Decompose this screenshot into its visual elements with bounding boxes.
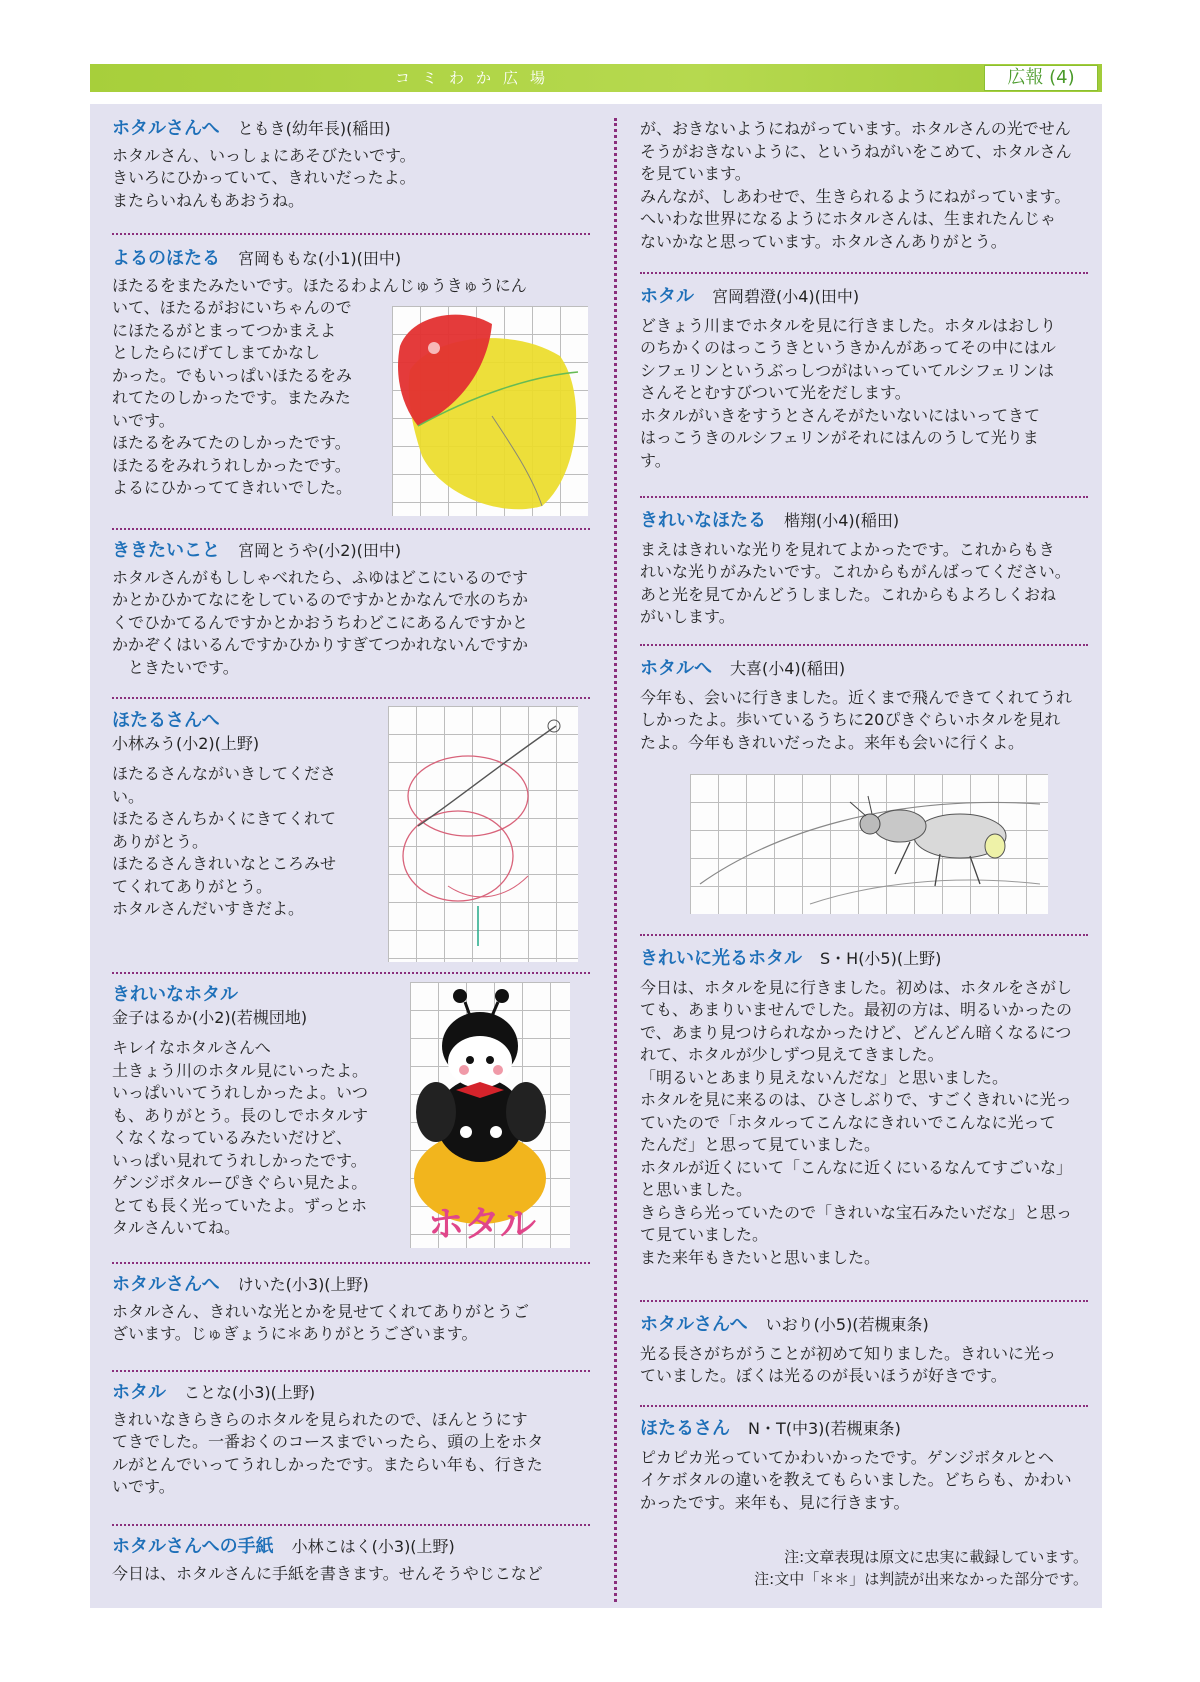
section-author: ことな(小3)(上野) bbox=[184, 1383, 316, 1402]
section-author: 宮岡ももな(小1)(田中) bbox=[238, 249, 402, 268]
right-section-2 bbox=[640, 510, 1110, 629]
header-page-label: 広報 (4) bbox=[984, 65, 1098, 91]
section-title: きれいなほたる bbox=[640, 510, 766, 531]
text-line: たよ。今年もきれいだったよ。来年も会いに行くよ。 bbox=[640, 732, 1025, 752]
text-line: を見ています。 bbox=[640, 164, 751, 183]
note-line: 注:文中「＊＊」は判読が出来なかった部分です。 bbox=[754, 1570, 1088, 1588]
text-line: ほたるをみてたのしかったです。 bbox=[112, 433, 351, 452]
section-title: ほたるさん bbox=[640, 1418, 730, 1439]
right-section-3 bbox=[640, 658, 1110, 754]
text-line: そうがおきないように、というねがいをこめて、ホタルさん bbox=[640, 141, 1072, 161]
text-line: へいわな世界になるようにホタルさんは、生まれたんじゃ bbox=[640, 209, 1057, 228]
text-line: また来年もきたいと思いました。 bbox=[640, 1247, 881, 1267]
text-line: ありがとう。 bbox=[112, 831, 209, 851]
text-line: よるにひかっててきれいでした。 bbox=[112, 478, 353, 497]
section-separator bbox=[112, 1370, 590, 1372]
header-bar bbox=[90, 64, 1102, 92]
section-author: 宮岡とうや(小2)(田中) bbox=[238, 541, 402, 560]
text-line: 「明るいとあまり見えないんだな」と思いました。 bbox=[640, 1067, 1009, 1087]
text-line: ホタルを見に来るのは、ひさしぶりで、すごくきれいに光っ bbox=[640, 1090, 1072, 1109]
left-section-1 bbox=[112, 118, 582, 212]
column-divider bbox=[614, 118, 617, 1602]
text-line: くなくなっているみたいだけど、 bbox=[112, 1128, 353, 1147]
text-line: としたらにげてしまてかなし bbox=[112, 343, 321, 362]
left-section-6 bbox=[112, 1274, 592, 1346]
text-line: きれいなきらきらのホタルを見られたので、ほんとうにす bbox=[112, 1409, 528, 1429]
text-line: シフェリンというぶっしつがはいっていてルシフェリンは bbox=[640, 360, 1055, 380]
text-line: たんだ」と思って見ていました。 bbox=[640, 1135, 881, 1154]
text-line: キレイなホタルさんへ bbox=[112, 1038, 271, 1057]
text-line: ホタルさんがもししゃべれたら、ふゆはどこにいるのです bbox=[112, 567, 529, 587]
note-line: 注:文章表現は原文に忠実に載録しています。 bbox=[784, 1548, 1088, 1566]
section-separator bbox=[640, 496, 1088, 498]
text-line: きいろにひかっていて、きれいだったよ。 bbox=[112, 168, 416, 187]
section-separator bbox=[640, 272, 1088, 274]
text-line: かとかひかてなにをしているのですかとかなんで水のちか bbox=[112, 590, 529, 609]
text-line: ほたるをみれうれしかったです。 bbox=[112, 455, 351, 475]
section-separator bbox=[640, 1405, 1088, 1407]
text-line: まえはきれいな光りを見れてよかったです。これからもき bbox=[640, 539, 1055, 559]
section-separator bbox=[640, 934, 1088, 936]
section-title: ホタルへ bbox=[640, 658, 712, 679]
section-title: ホタルさんへ bbox=[640, 1314, 748, 1335]
text-line: がいします。 bbox=[640, 607, 735, 626]
drawing-firefly-character bbox=[410, 982, 570, 1248]
text-line: ほたるさんちかくにきてくれて bbox=[112, 809, 337, 828]
text-line: ていました。ぼくは光るのが長いほうが好きです。 bbox=[640, 1366, 1007, 1385]
section-separator bbox=[112, 1524, 590, 1526]
left-section-7 bbox=[112, 1382, 592, 1499]
text-line: ざいます。じゅぎょうに＊ありがとうございます。 bbox=[112, 1324, 478, 1343]
text-line: いです。 bbox=[112, 1477, 175, 1496]
text-line: はっこうきのルシフェリンがそれにはんのうして光りま bbox=[640, 428, 1039, 447]
section-author: 宮岡碧澄(小4)(田中) bbox=[712, 287, 860, 306]
text-line: ホタルがいきをすうとさんそがたいないにはいってきて bbox=[640, 405, 1041, 425]
section-author: 小林こはく(小3)(上野) bbox=[291, 1537, 455, 1556]
text-line: みんなが、しあわせで、生きられるようにねがっています。 bbox=[640, 186, 1071, 206]
section-title: ききたいこと bbox=[112, 540, 220, 561]
drawing-firefly-sketch bbox=[388, 706, 578, 962]
left-section-8 bbox=[112, 1536, 592, 1585]
text-line: かったです。来年も、見に行きます。 bbox=[640, 1492, 910, 1512]
text-line: どきょう川までホタルを見に行きました。ホタルはおしり bbox=[640, 315, 1057, 335]
text-line: ときたいです。 bbox=[112, 657, 239, 677]
text-line: も、ありがとう。長のしでホタルす bbox=[112, 1105, 369, 1125]
section-title: ホタル bbox=[640, 286, 694, 307]
text-line: す。 bbox=[640, 450, 671, 470]
text-line: ホタルさんだいすきだよ。 bbox=[112, 899, 305, 918]
left-section-2 bbox=[112, 248, 592, 500]
right-section-continued bbox=[640, 118, 1110, 253]
section-title: ホタルさんへ bbox=[112, 118, 220, 139]
text-line: にほたるがとまってつかまえよ bbox=[112, 320, 337, 340]
text-line: ないかなと思っています。ホタルさんありがとう。 bbox=[640, 231, 1007, 251]
text-line: ほたるさんながいきしてくださ bbox=[112, 764, 337, 783]
text-line: 土きょう川のホタル見にいったよ。 bbox=[112, 1060, 369, 1080]
right-section-1 bbox=[640, 286, 1110, 472]
text-line: あと光を見てかんどうしました。これからもよろしくおね bbox=[640, 584, 1057, 604]
text-line: とても長く光っていたよ。ずっとホ bbox=[112, 1195, 368, 1215]
header-title: コミわか広場 bbox=[394, 69, 557, 87]
text-line: ほたるをまたみたいです。ほたるわよんじゅうきゅうにん bbox=[112, 275, 527, 295]
text-line: ホタルさん、きれいな光とかを見せてくれてありがとうご bbox=[112, 1301, 529, 1321]
left-section-5 bbox=[112, 984, 402, 1240]
section-author: N・T(中3)(若槻東条) bbox=[748, 1419, 901, 1438]
text-line: で、あまり見つけられなかったけど、どんどん暗くなるにつ bbox=[640, 1022, 1072, 1042]
section-separator bbox=[112, 972, 590, 974]
text-line: ピカピカ光っていてかわいかったです。ゲンジボタルとヘ bbox=[640, 1447, 1055, 1467]
section-author: 小林みう(小2)(上野) bbox=[112, 733, 260, 753]
text-line: しかったよ。歩いているうちに20ぴきぐらいホタルを見れ bbox=[640, 710, 1061, 729]
section-separator bbox=[640, 1300, 1088, 1302]
text-line: のちかくのはっこうきというきかんがあってその中にはル bbox=[640, 338, 1056, 357]
section-author: 金子はるか(小2)(若槻団地) bbox=[112, 1007, 308, 1027]
text-line: いです。 bbox=[112, 410, 175, 430]
right-section-4 bbox=[640, 948, 1110, 1269]
left-section-3 bbox=[112, 540, 592, 679]
text-line: が、おきないようにねがっています。ホタルさんの光でせん bbox=[640, 119, 1071, 138]
section-title: ホタルさんへ bbox=[112, 1274, 220, 1295]
section-title: ほたるさんへ bbox=[112, 710, 220, 731]
section-author: けいた(小3)(上野) bbox=[237, 1275, 369, 1294]
text-line: れてたのしかったです。またみた bbox=[112, 388, 351, 407]
text-line: さんそとむすびついて光をだします。 bbox=[640, 383, 911, 402]
section-author: 楷翔(小4)(稲田) bbox=[784, 511, 900, 530]
text-line: イケボタルの違いを教えてもらいました。どちらも、かわい bbox=[640, 1470, 1072, 1489]
text-line: い。 bbox=[112, 786, 145, 806]
section-author: いおり(小5)(若槻東条) bbox=[765, 1315, 929, 1334]
text-line: ルがとんでいってうれしかったです。またらい年も、行きた bbox=[112, 1454, 543, 1474]
text-line: 今日は、ホタルを見に行きました。初めは、ホタルをさがし bbox=[640, 977, 1073, 997]
text-line: またらいねんもあおうね。 bbox=[112, 190, 305, 210]
text-line: いっぱい見れてうれしかったです。 bbox=[112, 1150, 367, 1170]
section-separator bbox=[112, 697, 590, 699]
text-line: れいな光りがみたいです。これからもがんばってください。 bbox=[640, 562, 1071, 581]
text-line: れて、ホタルが少しずつ見えてきました。 bbox=[640, 1045, 944, 1064]
text-line: て見ていました。 bbox=[640, 1225, 769, 1244]
left-section-4 bbox=[112, 710, 382, 921]
text-line: てきでした。一番おくのコースまでいったら、頭の上をホタ bbox=[112, 1432, 544, 1451]
text-line: タルさんいてね。 bbox=[112, 1218, 241, 1237]
section-separator bbox=[112, 528, 590, 530]
text-line: と思いました。 bbox=[640, 1180, 753, 1199]
section-author: ともき(幼年長)(稲田) bbox=[237, 119, 391, 138]
section-title: ホタル bbox=[112, 1382, 166, 1403]
text-line: かかぞくはいるんですかひかりすぎてつかれないんですか bbox=[112, 635, 529, 654]
right-section-5 bbox=[640, 1314, 1110, 1388]
section-separator bbox=[112, 1262, 590, 1264]
text-line: 今年も、会いに行きました。近くまで飛んできてくれてうれ bbox=[640, 687, 1073, 707]
text-line: きらきら光っていたので「きれいな宝石みたいだな」と思っ bbox=[640, 1202, 1073, 1222]
text-line: 今日は、ホタルさんに手紙を書きます。せんそうやじこなど bbox=[112, 1563, 543, 1583]
section-title: きれいなホタル bbox=[112, 984, 238, 1005]
section-separator bbox=[112, 233, 590, 235]
drawing-hotaru-word: ホタル bbox=[428, 1204, 537, 1245]
right-section-6 bbox=[640, 1418, 1110, 1514]
text-line: いて、ほたるがおにいちゃんので bbox=[112, 298, 352, 317]
text-line: ゲンジボタルーぴきぐらい見たよ。 bbox=[112, 1173, 368, 1192]
drawing-firefly-pencil bbox=[690, 774, 1048, 914]
text-line: くでひかてるんですかとかおうちわどこにあるんですかと bbox=[112, 612, 529, 632]
section-title: よるのほたる bbox=[112, 248, 220, 269]
section-separator bbox=[640, 644, 1088, 646]
section-author: S・H(小5)(上野) bbox=[820, 949, 942, 968]
text-line: ホタルが近くにいて「こんなに近くにいるなんてすごいな」 bbox=[640, 1157, 1073, 1177]
text-line: ほたるさんきれいなところみせ bbox=[112, 854, 337, 873]
section-title: ホタルさんへの手紙 bbox=[112, 1536, 274, 1557]
text-line: ていたので「ホタルってこんなにきれいでこんなに光って bbox=[640, 1112, 1056, 1132]
text-line: ホタルさん、いっしょにあそびたいです。 bbox=[112, 145, 416, 165]
text-line: かった。でもいっぱいほたるをみ bbox=[112, 365, 353, 385]
text-line: いっぱいいてうれしかったよ。いつ bbox=[112, 1083, 369, 1102]
text-line: 光る長さがちがうことが初めて知りました。きれいに光っ bbox=[640, 1343, 1057, 1363]
text-line: ても、あまりいませんでした。最初の方は、明るいかったの bbox=[640, 1000, 1073, 1019]
section-title: きれいに光るホタル bbox=[640, 948, 802, 969]
section-author: 大喜(小4)(稲田) bbox=[730, 659, 846, 678]
text-line: てくれてありがとう。 bbox=[112, 876, 273, 896]
notes-block bbox=[640, 1546, 1088, 1590]
